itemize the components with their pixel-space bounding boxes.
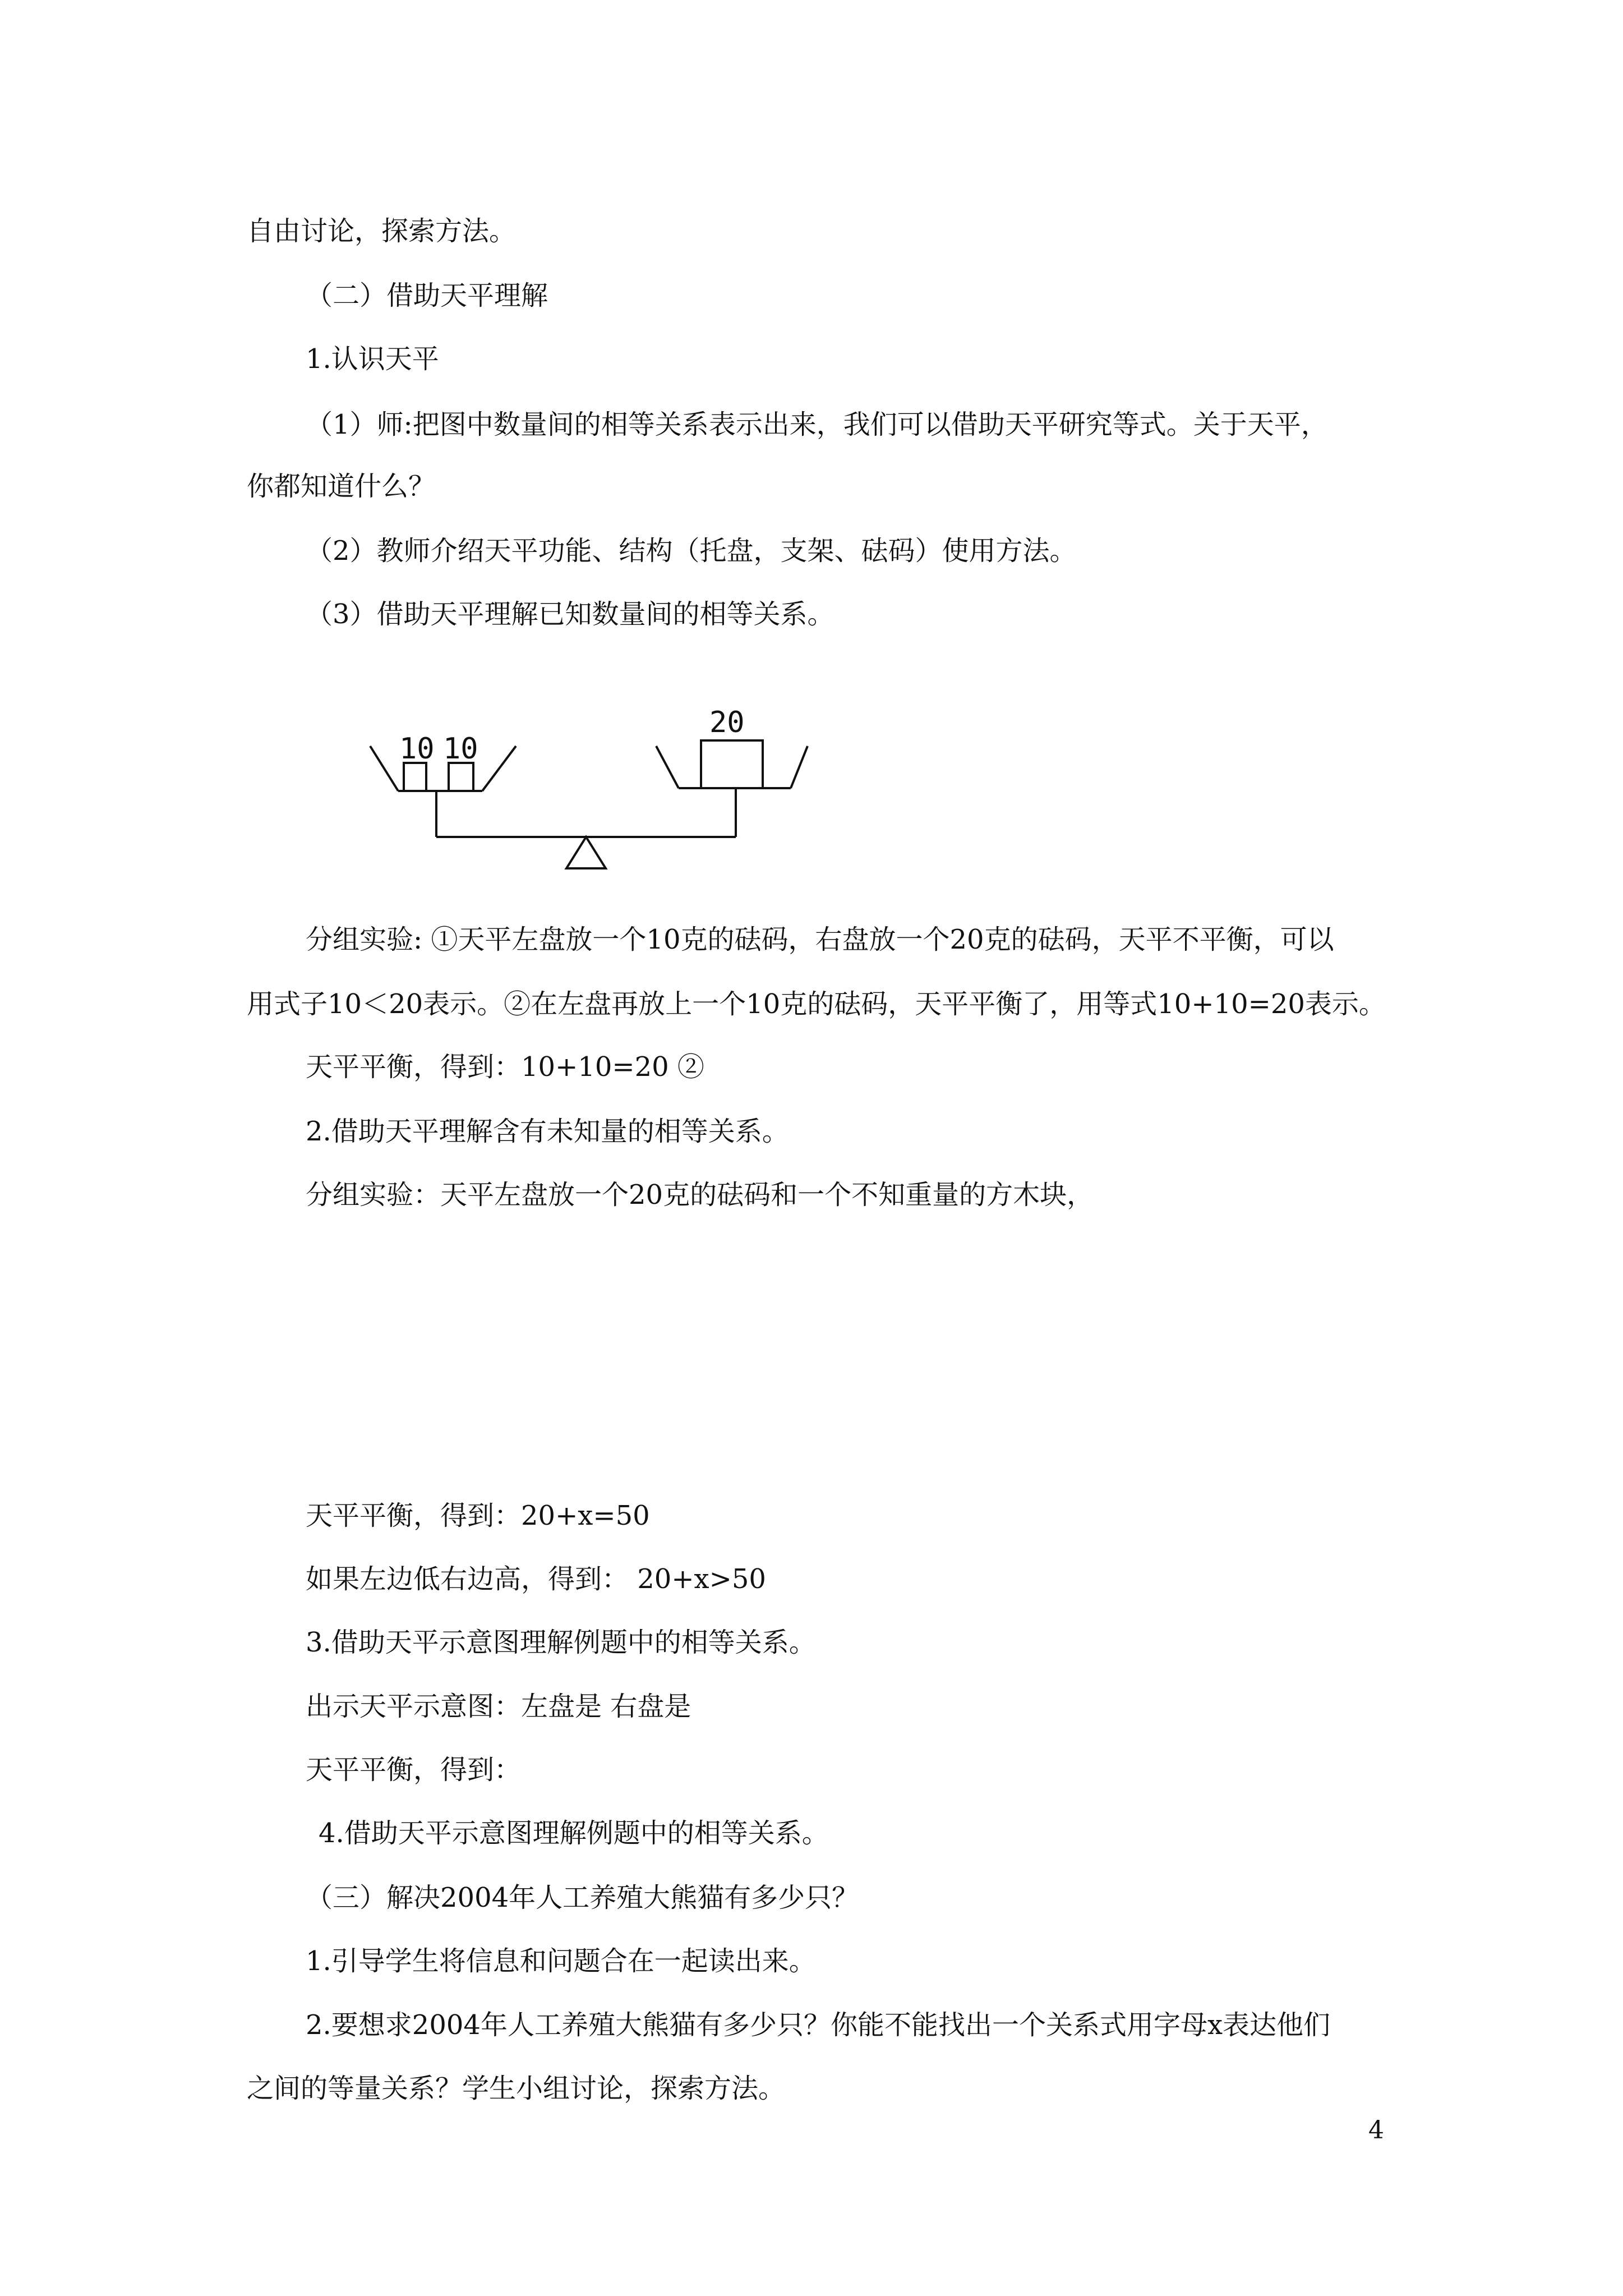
paragraph-group-experiment-1-cont: 用式子10＜20表示。②在左盘再放上一个10克的砝码，天平平衡了，用等式10+10=20表示。	[247, 988, 1386, 1020]
step-read-together: 1.引导学生将信息和问题合在一起读出来。	[306, 1945, 816, 1977]
left-weight-label-2: 10	[443, 732, 478, 766]
paragraph-find-relation: 2.要想求2004年人工养殖大熊猫有多少只？你能不能找出一个关系式用字母x表达他们	[306, 2009, 1331, 2041]
step-know-balance: 1.认识天平	[306, 343, 439, 375]
equation-balance-unknown: 天平平衡，得到：20+x=50	[306, 1500, 650, 1531]
left-pan-right-edge	[482, 746, 516, 791]
section-heading-balance: （二）借助天平理解	[306, 280, 548, 311]
left-pan-left-edge	[370, 746, 398, 791]
section-heading-panda: （三）解决2004年人工养殖大熊猫有多少只？	[306, 1882, 859, 1913]
right-weight-box	[701, 740, 763, 788]
right-weight-label: 20	[709, 706, 745, 739]
step-unknown-relation: 2.借助天平理解含有未知量的相等关系。	[306, 1116, 789, 1147]
paragraph-discussion: 自由讨论，探索方法。	[247, 215, 517, 247]
left-weight-box-2	[449, 763, 473, 791]
paragraph-known-relation: （3）借助天平理解已知数量间的相等关系。	[306, 599, 834, 630]
paragraph-group-experiment-2: 分组实验：天平左盘放一个20克的砝码和一个不知重量的方木块，	[306, 1179, 1094, 1211]
paragraph-find-relation-cont: 之间的等量关系？学生小组讨论，探索方法。	[247, 2073, 786, 2104]
right-pan-right-edge	[791, 746, 808, 788]
paragraph-teacher-intro: （2）教师介绍天平功能、结构（托盘，支架、砝码）使用方法。	[306, 535, 1077, 567]
right-pan-left-edge	[656, 746, 679, 788]
page-number: 4	[1368, 2116, 1384, 2145]
equation-balance-known: 天平平衡，得到：10+10=20 ②	[306, 1051, 704, 1083]
paragraph-show-diagram: 出示天平示意图：左盘是 右盘是	[306, 1691, 691, 1722]
balance-diagram	[365, 690, 824, 875]
balance-scale-svg	[365, 690, 824, 875]
left-weight-label-1: 10	[399, 732, 435, 766]
left-weight-box-1	[404, 763, 426, 791]
step-diagram-relation-4: 4.借助天平示意图理解例题中的相等关系。	[319, 1818, 829, 1849]
step-diagram-relation-3: 3.借助天平示意图理解例题中的相等关系。	[306, 1627, 816, 1658]
paragraph-teacher-question: （1）师:把图中数量间的相等关系表示出来，我们可以借助天平研究等式。关于天平，	[306, 409, 1328, 440]
paragraph-group-experiment-1: 分组实验: ①天平左盘放一个10克的砝码，右盘放一个20克的砝码，天平不平衡，可以	[306, 924, 1334, 955]
fulcrum	[566, 837, 606, 868]
paragraph-balance-result: 天平平衡，得到：	[306, 1754, 522, 1786]
paragraph-teacher-question-cont: 你都知道什么？	[247, 471, 436, 502]
inequality-left-lower: 如果左边低右边高，得到： 20+x>50	[306, 1563, 766, 1595]
